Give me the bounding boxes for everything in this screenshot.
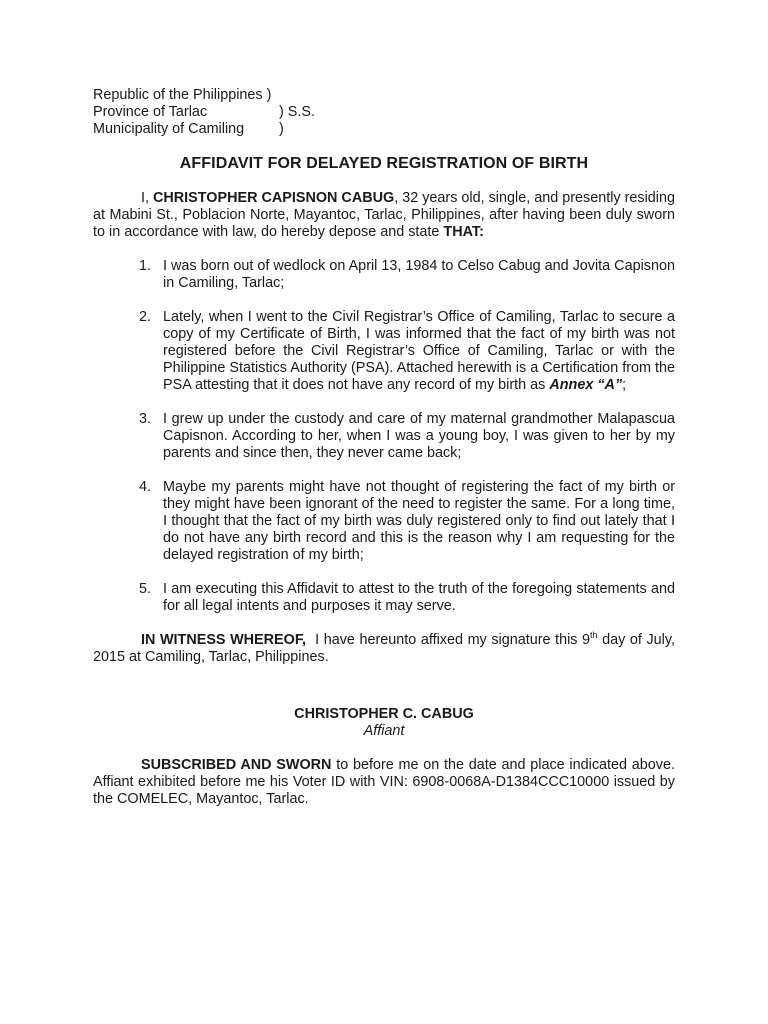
- item-text: I grew up under the custody and care of my maternal grandmother Malapascua Capisnon. According to her, when I was a young boy, I was given to her by my parents and since then, they never came back;: [163, 411, 675, 461]
- venue-republic-line: [93, 87, 675, 104]
- venue-municipality: Municipality of Camiling: [93, 121, 245, 137]
- item-number: 2.: [139, 309, 152, 325]
- item-text: Lately, when I went to the Civil Registrar’s Office of Camiling, Tarlac to secure a copy of my Certificate of Birth, I was informed that the fact of my birth was not registered before the Civil Registrar’s Office of Camiling, Tarlac or with the Philippine Statistics Authority (PSA). Attached herewith is a Certification from the PSA attesting that it does not have any record of my birth as: [163, 309, 675, 393]
- witness-superscript: th: [590, 630, 598, 641]
- signature-block: [93, 706, 675, 740]
- statement-item: [93, 309, 675, 394]
- item-text: I am executing this Affidavit to attest to the truth of the foregoing statements and for all legal intents and purposes it may serve.: [163, 581, 675, 614]
- item-text: I was born out of wedlock on April 13, 1984 to Celso Cabug and Jovita Capisnon in Camiling, Tarlac;: [163, 258, 675, 291]
- intro-pre: I,: [141, 190, 153, 206]
- venue-block: [93, 87, 675, 138]
- statement-list: [93, 258, 675, 615]
- witness-text-1: I have hereunto affixed my signature this 9: [306, 632, 591, 648]
- venue-municipality-line: [93, 121, 675, 138]
- jurat-text: to before me on the date and place indicated above. Affiant exhibited before me his Voter ID with VIN: 6908-0068A-D1384CCC10000 issued by the COMELEC, Mayantoc, Tarlac.: [93, 757, 675, 807]
- item-number: 1.: [139, 258, 152, 274]
- signatory-role: Affiant: [363, 723, 405, 739]
- signatory-name: CHRISTOPHER C. CABUG: [294, 706, 474, 722]
- venue-province-line: [93, 104, 675, 121]
- item-number: 5.: [139, 581, 152, 597]
- item-number: 4.: [139, 479, 152, 495]
- statement-item: [93, 411, 675, 462]
- document-title: AFFIDAVIT FOR DELAYED REGISTRATION OF BIRTH: [179, 155, 589, 172]
- item-end: ;: [622, 377, 627, 393]
- intro-body: , 32 years old, single, and presently residing at Mabini St., Poblacion Norte, Mayantoc, Tarlac, Philippines, after having been duly sworn to in accordance with law, do hereby depose and state: [93, 190, 675, 240]
- affidavit-document: [93, 87, 675, 808]
- statement-item: [93, 581, 675, 615]
- statement-item: [93, 479, 675, 564]
- item-number: 3.: [139, 411, 152, 427]
- annex-reference: Annex “A”: [549, 377, 623, 393]
- witness-paragraph: [93, 632, 675, 666]
- witness-lead: IN WITNESS WHEREOF,: [141, 632, 307, 648]
- intro-that: THAT:: [443, 224, 484, 240]
- witness-text-2: day of July, 2015 at Camiling, Tarlac, Philippines.: [93, 632, 675, 665]
- statement-item: [93, 258, 675, 292]
- affiant-name: CHRISTOPHER CAPISNON CABUG: [153, 190, 395, 206]
- venue-republic: Republic of the Philippines ): [93, 87, 272, 103]
- venue-province: Province of Tarlac: [93, 104, 208, 120]
- jurat-lead: SUBSCRIBED AND SWORN: [141, 757, 332, 773]
- venue-paren: ): [279, 121, 284, 137]
- venue-ss: ) S.S.: [279, 104, 315, 120]
- intro-paragraph: [93, 190, 675, 241]
- item-text: Maybe my parents might have not thought of registering the fact of my birth or they might have been ignorant of the need to register the same. For a long time, I thought that the fact of my birth was duly registered only to find out lately that I do not have any birth record and this is the reason why I am requesting for the delayed registration of my birth;: [163, 479, 675, 563]
- jurat-paragraph: [93, 757, 675, 808]
